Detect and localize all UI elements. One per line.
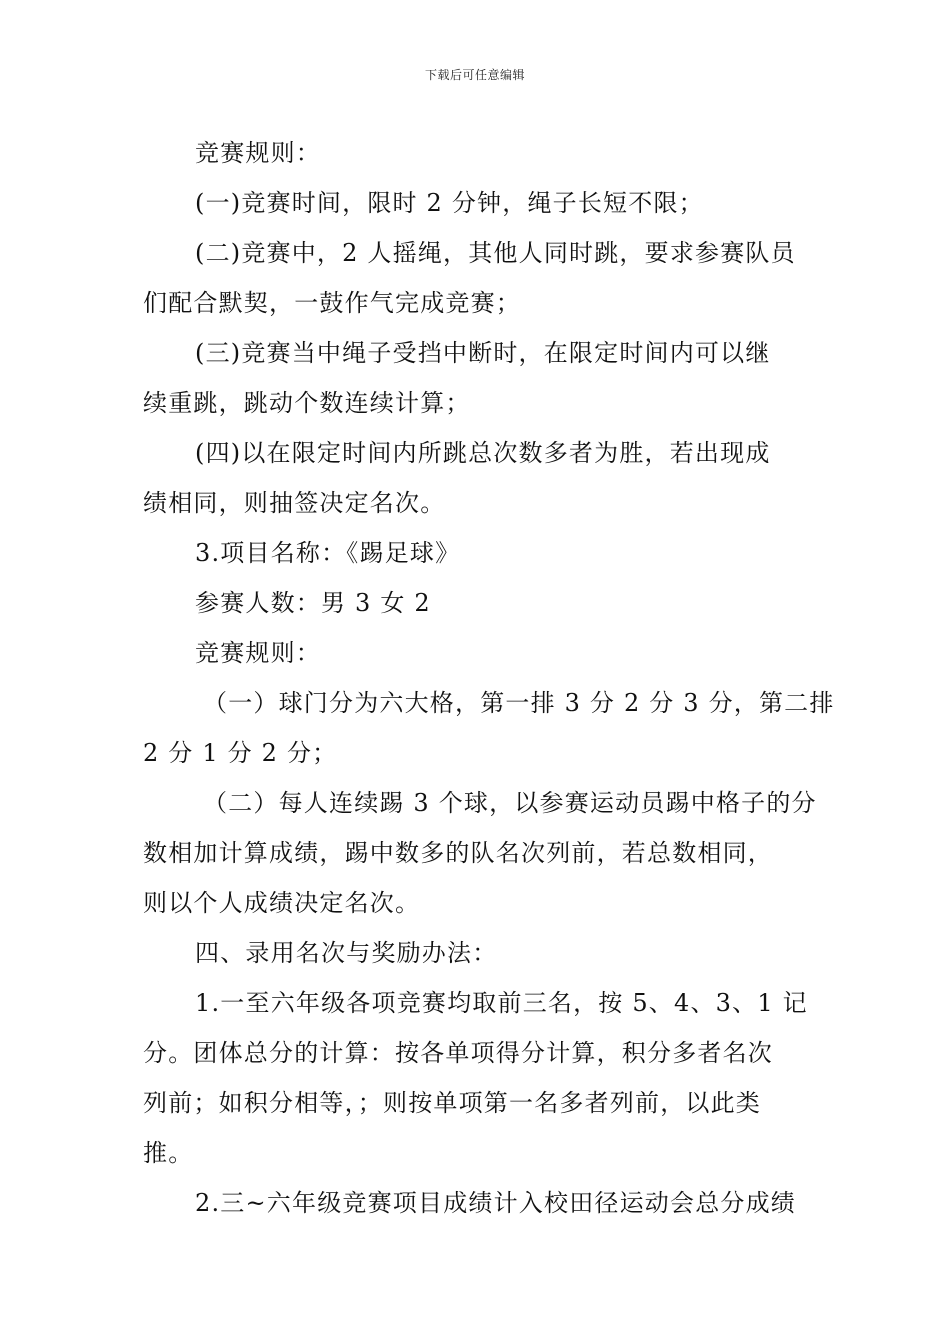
football-rule-2-cont-b: 则以个人成绩决定名次。: [143, 889, 421, 917]
football-rule-1: （一）球门分为六大格，第一排 3 分 2 分 3 分，第二排: [203, 689, 835, 717]
document-body: [143, 128, 835, 1228]
rule-item-3-cont: 续重跳，跳动个数连续计算；: [143, 389, 471, 417]
award-rule-1-cont-b: 列前；如积分相等，；则按单项第一名多者列前，以此类: [143, 1089, 761, 1117]
rule-item-4: (四)以在限定时间内所跳总次数多者为胜，若出现成: [195, 439, 771, 467]
football-rule-2: （二）每人连续踢 3 个球，以参赛运动员踢中格子的分: [203, 789, 817, 817]
section-heading-rules: 竞赛规则：: [195, 139, 321, 167]
award-rule-1: 1.一至六年级各项竞赛均取前三名，按 5、4、3、1 记: [195, 989, 808, 1017]
rule-item-2-cont: 们配合默契，一鼓作气完成竞赛；: [143, 289, 521, 317]
section-heading-rules-2: 竞赛规则：: [195, 639, 321, 667]
award-rule-2: 2.三~六年级竞赛项目成绩计入校田径运动会总分成绩: [195, 1189, 797, 1217]
page-header-note: 下载后可任意编辑: [424, 68, 525, 82]
award-rule-1-cont-c: 推。: [143, 1139, 194, 1167]
rule-item-2: (二)竞赛中，2 人摇绳，其他人同时跳，要求参赛队员: [195, 239, 796, 267]
rule-item-3: (三)竞赛当中绳子受挡中断时，在限定时间内可以继: [195, 339, 771, 367]
rule-item-4-cont: 绩相同，则抽签决定名次。: [143, 489, 446, 517]
award-rule-1-cont-a: 分。团体总分的计算：按各单项得分计算，积分多者名次: [143, 1039, 773, 1067]
section-heading-awards: 四、录用名次与奖励办法：: [195, 939, 498, 967]
football-rule-1-cont: 2 分 1 分 2 分；: [143, 739, 338, 767]
project-name: 3.项目名称：《踢足球》: [195, 539, 461, 567]
participant-count: 参赛人数：男 3 女 2: [195, 589, 431, 617]
rule-item-1: (一)竞赛时间，限时 2 分钟，绳子长短不限；: [195, 189, 704, 217]
football-rule-2-cont-a: 数相加计算成绩，踢中数多的队名次列前，若总数相同，: [143, 839, 773, 867]
